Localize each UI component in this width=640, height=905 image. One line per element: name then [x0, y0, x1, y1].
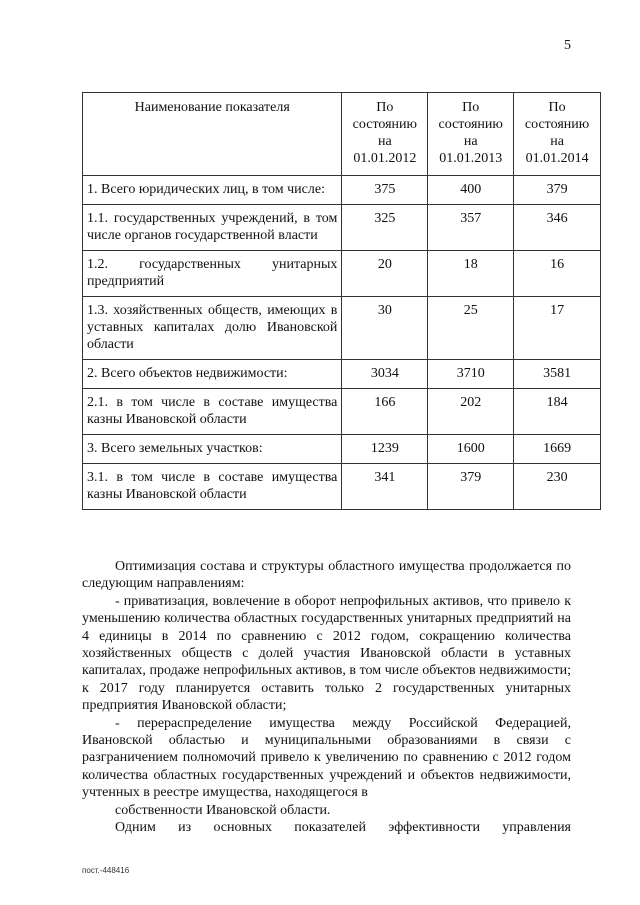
row-value-2012: 166	[342, 389, 428, 435]
row-value-2014: 379	[514, 176, 601, 205]
row-name: 1.2. государственных унитарных предприятий	[83, 251, 342, 297]
row-value-2012: 1239	[342, 435, 428, 464]
row-value-2014: 346	[514, 205, 601, 251]
table-row	[83, 464, 601, 510]
header-date-2013: По состоянию на 01.01.2013	[428, 93, 514, 176]
table-row	[83, 176, 601, 205]
row-value-2013: 25	[428, 297, 514, 360]
row-value-2014: 16	[514, 251, 601, 297]
row-name: 3. Всего земельных участков:	[83, 435, 342, 464]
table-row	[83, 205, 601, 251]
row-value-2012: 341	[342, 464, 428, 510]
row-value-2014: 17	[514, 297, 601, 360]
row-value-2013: 1600	[428, 435, 514, 464]
row-value-2013: 357	[428, 205, 514, 251]
row-value-2012: 20	[342, 251, 428, 297]
table-row	[83, 297, 601, 360]
row-name: 2.1. в том числе в составе имущества казны Ивановской области	[83, 389, 342, 435]
row-value-2014: 184	[514, 389, 601, 435]
header-date-2014: По состоянию на 01.01.2014	[514, 93, 601, 176]
row-value-2014: 1669	[514, 435, 601, 464]
row-value-2012: 375	[342, 176, 428, 205]
indicators-table	[82, 92, 601, 510]
body-text	[82, 558, 571, 837]
table-row	[83, 360, 601, 389]
row-value-2012: 30	[342, 297, 428, 360]
row-value-2012: 325	[342, 205, 428, 251]
paragraph-optimization-intro: Оптимизация состава и структуры областного имущества продолжается по следующим направлениям:	[82, 559, 571, 592]
row-name: 3.1. в том числе в составе имущества казны Ивановской области	[83, 464, 342, 510]
header-indicator-name: Наименование показателя	[83, 93, 342, 176]
row-value-2013: 379	[428, 464, 514, 510]
row-value-2013: 3710	[428, 360, 514, 389]
row-name: 2. Всего объектов недвижимости:	[83, 360, 342, 389]
row-name: 1.3. хозяйственных обществ, имеющих в уставных капиталах долю Ивановской области	[83, 297, 342, 360]
page-number: 5	[564, 38, 571, 53]
row-value-2013: 18	[428, 251, 514, 297]
row-name: 1. Всего юридических лиц, в том числе:	[83, 176, 342, 205]
row-value-2014: 3581	[514, 360, 601, 389]
document-code: пост.-448416	[82, 866, 130, 875]
table-row	[83, 435, 601, 464]
row-value-2013: 400	[428, 176, 514, 205]
paragraph-efficiency: Одним из основных показателей эффективности управления	[115, 820, 571, 836]
table-row	[83, 389, 601, 435]
paragraph-redistribution: - перераспределение имущества между Российской Федерацией, Ивановской областью и муниципальными образованиями в связи с разграничением полномочий привело к увеличению по сравнению с 2012 годом количества областных государственных учреждений и объектов недвижимости, учтенных в реестре имущества, находящегося в	[82, 715, 571, 801]
table-row	[83, 251, 601, 297]
header-date-2012: По состоянию на 01.01.2012	[342, 93, 428, 176]
row-name: 1.1. государственных учреждений, в том числе органов государственной власти	[83, 205, 342, 251]
paragraph-privatization: - приватизация, вовлечение в оборот непрофильных активов, что привело к уменьшению количества областных государственных унитарных предприятий на 4 единицы в 2014 по сравнению с 2012 годом, сокращению количества хозяйственных обществ с долей участия Ивановской области в уставных капиталах, продаже непрофильных активов, в том числе объектов недвижимости; к 2017 году планируется оставить только 2 государственных унитарных предприятия Ивановской области;	[82, 593, 571, 714]
paragraph-redistribution-end: собственности Ивановской области.	[115, 802, 331, 818]
row-value-2013: 202	[428, 389, 514, 435]
table-header-row	[83, 93, 601, 176]
row-value-2014: 230	[514, 464, 601, 510]
row-value-2012: 3034	[342, 360, 428, 389]
